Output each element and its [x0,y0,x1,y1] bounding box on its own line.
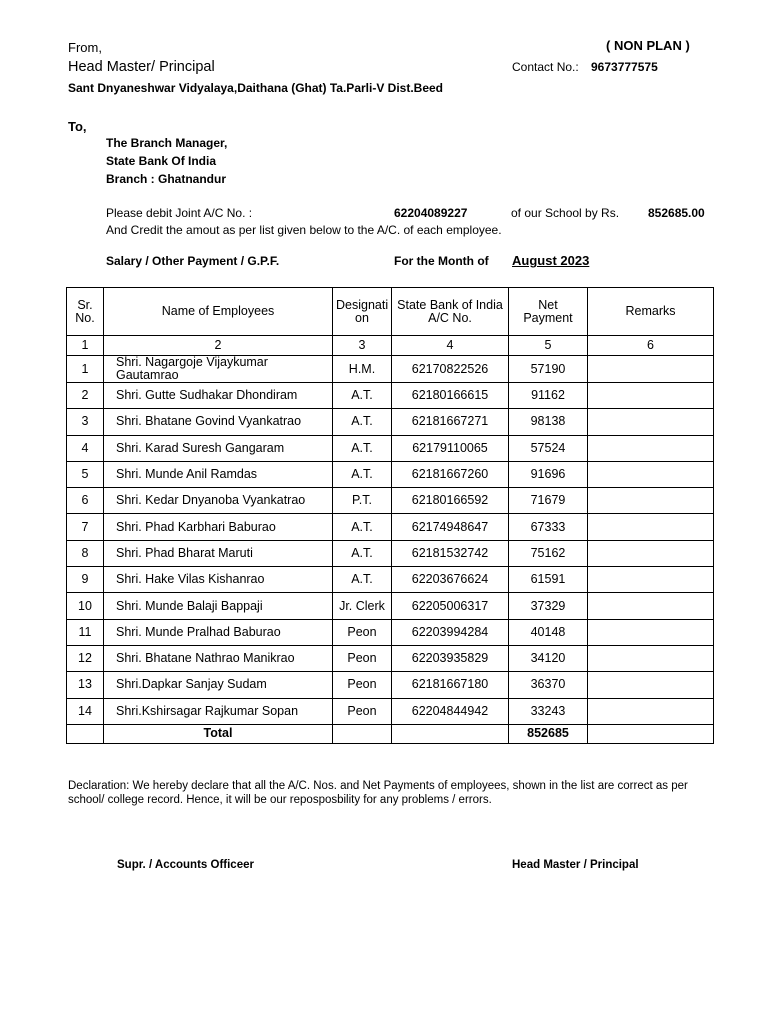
row-designation: Peon [333,619,392,645]
column-number-row [67,336,714,356]
row-account-number: 62203935829 [392,645,509,671]
row-employee-name: Shri. Munde Pralhad Baburao [104,619,333,645]
row-employee-name: Shri. Phad Bharat Maruti [104,540,333,566]
total-row [67,724,714,743]
column-number: 1 [67,336,104,356]
table-row [67,383,714,409]
table-row [67,409,714,435]
row-account-number: 62204844942 [392,698,509,724]
row-net-payment: 61591 [509,567,588,593]
month-value: August 2023 [512,253,590,268]
row-sr-no: 11 [67,619,104,645]
row-net-payment: 34120 [509,645,588,671]
table-row [67,356,714,383]
row-designation: P.T. [333,488,392,514]
debit-label: Please debit Joint A/C No. : [106,206,253,220]
table-row [67,461,714,487]
row-remarks [588,488,714,514]
from-label: From, [68,40,102,55]
row-remarks [588,593,714,619]
row-remarks [588,645,714,671]
row-sr-no: 8 [67,540,104,566]
column-number: 6 [588,336,714,356]
row-designation: Peon [333,672,392,698]
row-designation: A.T. [333,435,392,461]
row-remarks [588,461,714,487]
school-label: of our School by Rs. [511,206,620,220]
row-designation: A.T. [333,461,392,487]
contact-label: Contact No.: [512,60,579,74]
row-designation: Peon [333,698,392,724]
table-header-row [67,288,714,336]
contact-number: 9673777575 [591,60,658,74]
row-remarks [588,356,714,383]
row-sr-no: 7 [67,514,104,540]
row-employee-name: Shri. Phad Karbhari Baburao [104,514,333,540]
column-number: 5 [509,336,588,356]
recipient-line-1: The Branch Manager, [106,136,228,150]
row-account-number: 62174948647 [392,514,509,540]
row-account-number: 62205006317 [392,593,509,619]
row-account-number: 62179110065 [392,435,509,461]
row-sr-no: 9 [67,567,104,593]
total-value: 852685 [509,724,588,743]
declaration-text: Declaration: We hereby declare that all the A/C. Nos. and Net Payments of employees, shown in the list are correct as per school/ college record. Hence, it will be our reposposbility for any problems / errors. [68,780,688,806]
row-sr-no: 1 [67,356,104,383]
row-remarks [588,619,714,645]
row-designation: A.T. [333,409,392,435]
row-account-number: 62181667260 [392,461,509,487]
debit-account-number: 62204089227 [394,206,468,220]
recipient-line-2: State Bank Of India [106,154,217,168]
total-cell-empty [67,724,104,743]
row-net-payment: 57190 [509,356,588,383]
row-net-payment: 98138 [509,409,588,435]
table-row [67,593,714,619]
header-designation: Designati on [333,288,392,336]
header-account: State Bank of India A/C No. [392,288,509,336]
row-sr-no: 13 [67,672,104,698]
employee-payment-table [66,287,714,744]
row-employee-name: Shri. Gutte Sudhakar Dhondiram [104,383,333,409]
row-employee-name: Shri. Munde Anil Ramdas [104,461,333,487]
row-sr-no: 10 [67,593,104,619]
debit-amount: 852685.00 [648,206,705,220]
row-account-number: 62203994284 [392,619,509,645]
row-sr-no: 2 [67,383,104,409]
row-net-payment: 91162 [509,383,588,409]
row-account-number: 62203676624 [392,567,509,593]
row-designation: A.T. [333,567,392,593]
row-sr-no: 4 [67,435,104,461]
row-remarks [588,672,714,698]
recipient-line-3: Branch : Ghatnandur [106,172,227,186]
column-number: 4 [392,336,509,356]
row-net-payment: 33243 [509,698,588,724]
column-number: 3 [333,336,392,356]
header-net-payment: Net Payment [509,288,588,336]
row-designation: Jr. Clerk [333,593,392,619]
table-row [67,514,714,540]
row-remarks [588,514,714,540]
school-name: Sant Dnyaneshwar Vidyalaya,Daithana (Ghat) Ta.Parli-V Dist.Beed [68,81,444,95]
column-number: 2 [104,336,333,356]
header-name: Name of Employees [104,288,333,336]
table-row [67,488,714,514]
row-net-payment: 91696 [509,461,588,487]
row-net-payment: 40148 [509,619,588,645]
sender-title: Head Master/ Principal [68,59,215,75]
table-row [67,567,714,593]
row-remarks [588,435,714,461]
table-row [67,645,714,671]
row-remarks [588,540,714,566]
total-cell-empty [333,724,392,743]
row-employee-name: Shri.Kshirsagar Rajkumar Sopan [104,698,333,724]
row-designation: H.M. [333,356,392,383]
row-employee-name: Shri. Kedar Dnyanoba Vyankatrao [104,488,333,514]
total-label: Total [104,724,333,743]
row-remarks [588,567,714,593]
table-row [67,619,714,645]
row-remarks [588,409,714,435]
row-employee-name: Shri. Munde Balaji Bappaji [104,593,333,619]
table-row [67,435,714,461]
row-account-number: 62180166615 [392,383,509,409]
row-remarks [588,698,714,724]
row-sr-no: 14 [67,698,104,724]
credit-text: And Credit the amout as per list given below to the A/C. of each employee. [106,223,502,237]
row-net-payment: 71679 [509,488,588,514]
row-employee-name: Shri. Bhatane Govind Vyankatrao [104,409,333,435]
row-employee-name: Shri. Hake Vilas Kishanrao [104,567,333,593]
row-designation: Peon [333,645,392,671]
header-remarks: Remarks [588,288,714,336]
plan-tag: ( NON PLAN ) [606,38,690,53]
row-employee-name: Shri. Karad Suresh Gangaram [104,435,333,461]
row-account-number: 62170822526 [392,356,509,383]
row-remarks [588,383,714,409]
total-cell-empty [392,724,509,743]
signature-head-master: Head Master / Principal [512,859,639,871]
month-label: For the Month of [394,254,489,268]
to-label: To, [68,119,87,134]
row-account-number: 62181667180 [392,672,509,698]
row-designation: A.T. [333,383,392,409]
table-row [67,672,714,698]
row-account-number: 62180166592 [392,488,509,514]
row-sr-no: 5 [67,461,104,487]
payment-type: Salary / Other Payment / G.P.F. [106,254,280,268]
table-row [67,698,714,724]
row-net-payment: 75162 [509,540,588,566]
row-net-payment: 36370 [509,672,588,698]
row-net-payment: 67333 [509,514,588,540]
row-net-payment: 57524 [509,435,588,461]
row-net-payment: 37329 [509,593,588,619]
row-sr-no: 12 [67,645,104,671]
row-sr-no: 6 [67,488,104,514]
signature-accounts-officer: Supr. / Accounts Officeer [117,859,254,871]
row-employee-name: Shri. Nagargoje Vijaykumar Gautamrao [104,356,333,383]
row-sr-no: 3 [67,409,104,435]
row-employee-name: Shri. Bhatane Nathrao Manikrao [104,645,333,671]
row-account-number: 62181667271 [392,409,509,435]
row-employee-name: Shri.Dapkar Sanjay Sudam [104,672,333,698]
table-row [67,540,714,566]
row-designation: A.T. [333,540,392,566]
row-account-number: 62181532742 [392,540,509,566]
header-sr-no: Sr. No. [67,288,104,336]
row-designation: A.T. [333,514,392,540]
total-cell-empty [588,724,714,743]
